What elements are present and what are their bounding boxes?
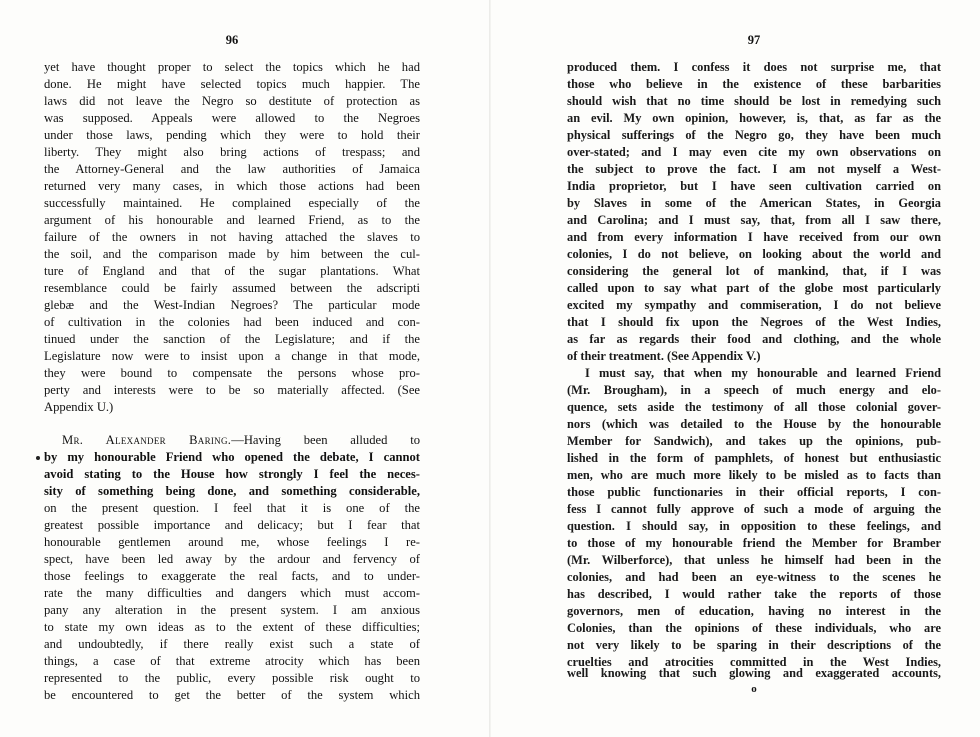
text-line: excited my sympathy and commiseration, I do not believe bbox=[567, 298, 941, 312]
margin-mark bbox=[36, 456, 40, 460]
text-line: rate the many difficulties and dangers which must accom- bbox=[44, 586, 420, 600]
speaker-text: —Having been alluded to bbox=[231, 433, 420, 447]
signature-mark: o bbox=[751, 683, 757, 695]
left-page bbox=[44, 0, 420, 737]
text-line: those public functionaries in their official reports, I con- bbox=[567, 485, 941, 499]
text-line: to state my own ideas as to the extent of these difficulties; bbox=[44, 620, 420, 634]
text-line: things, a case of that extreme atrocity which has been bbox=[44, 654, 420, 668]
text-line: honourable gentlemen around me, whose feelings I re- bbox=[44, 535, 420, 549]
text-line: over-stated; and I may even cite my own observations on bbox=[567, 145, 941, 159]
text-line: represented to the public, every possible risk ought to bbox=[44, 671, 420, 685]
text-line: laws did not leave the Negro so destitute of protection as bbox=[44, 94, 420, 108]
text-line: avoid stating to the House how strongly I feel the neces- bbox=[44, 467, 420, 481]
book-gutter bbox=[489, 0, 491, 737]
speaker-name: Mr. Alexander Baring. bbox=[62, 433, 232, 447]
text-line: tinued under the sanction of the Legislature; and if the bbox=[44, 332, 420, 346]
text-line: resemblance could be fairly assumed between the adscripti bbox=[44, 281, 420, 295]
text-line: quence, sets aside the testimony of all those colonial gover- bbox=[567, 400, 941, 414]
text-line: sity of something being done, and something considerable, bbox=[44, 484, 420, 498]
text-line: ture of England and that of the sugar plantations. What bbox=[44, 264, 420, 278]
text-line: the subject to prove the fact. I am not myself a West- bbox=[567, 162, 941, 176]
text-line: be encountered to get the better of the system which bbox=[44, 688, 420, 702]
speaker-line bbox=[62, 432, 420, 449]
text-line: they were bound to compensate the persons whose pro- bbox=[44, 366, 420, 380]
text-line: considering the general lot of mankind, that, if I was bbox=[567, 264, 941, 278]
text-line: governors, men of education, having no interest in the bbox=[567, 604, 941, 618]
text-line: has described, I would rather take the reports of those bbox=[567, 587, 941, 601]
text-line: perty and interests were to be so materially affected. (See bbox=[44, 383, 420, 397]
text-line: not very likely to be sparing in their descriptions of the bbox=[567, 638, 941, 652]
text-line: produced them. I confess it does not surprise me, that bbox=[567, 60, 941, 74]
text-line: Member for Sandwich), and takes up the opinions, pub- bbox=[567, 434, 941, 448]
text-line: Appendix U.) bbox=[44, 400, 114, 414]
text-line: India proprietor, but I have seen cultivation carried on bbox=[567, 179, 941, 193]
text-line: greatest possible importance and delicacy; but I fear that bbox=[44, 518, 420, 532]
text-line: on the present question. I feel that it is one of the bbox=[44, 501, 420, 515]
text-line: the soil, and the comparison made by him between the cul- bbox=[44, 247, 420, 261]
text-line: well knowing that such glowing and exaggerated accounts, bbox=[567, 666, 941, 680]
page-number-left: 96 bbox=[225, 33, 239, 47]
text-line: colonies, and had been an eye-witness to the scenes he bbox=[567, 570, 941, 584]
text-line: glebæ and the West-Indian Negroes? The particular mode bbox=[44, 298, 420, 312]
text-line: cruelties and atrocities committed in the West Indies, bbox=[567, 655, 941, 669]
text-line: to those of my honourable friend the Member for Bramber bbox=[567, 536, 941, 550]
text-line: nors (which was detailed to the House by the honourable bbox=[567, 417, 941, 431]
text-line: liberty. They might also bring actions of trespass; and bbox=[44, 145, 420, 159]
text-line: Colonies, than the opinions of these individuals, who are bbox=[567, 621, 941, 635]
text-line: an evil. My own opinion, however, is, that, as far as the bbox=[567, 111, 941, 125]
text-line: those feelings to exaggerate the real facts, and to under- bbox=[44, 569, 420, 583]
text-line: under those laws, pending which they were to hold their bbox=[44, 128, 420, 142]
text-line: and undoubtedly, if there really exist such a state of bbox=[44, 637, 420, 651]
text-line: successfully maintained. He complained especially of the bbox=[44, 196, 420, 210]
text-line: question. I should say, in opposition to these feelings, and bbox=[567, 519, 941, 533]
text-line: called upon to say what part of the globe most particularly bbox=[567, 281, 941, 295]
text-line: men, who are much more likely to be misled as to facts than bbox=[567, 468, 941, 482]
page-number-right: 97 bbox=[747, 33, 761, 47]
text-line: should wish that no time should be lost in remedying such bbox=[567, 94, 941, 108]
text-line: as far as regards their food and clothing, and the whole bbox=[567, 332, 941, 346]
text-line: by Slaves in some of the American States, in Georgia bbox=[567, 196, 941, 210]
text-line: (Mr. Wilberforce), that unless he himself had been in the bbox=[567, 553, 941, 567]
text-line: Legislature now were to insist upon a change in that mode, bbox=[44, 349, 420, 363]
text-line: spect, have been led away by the ardour and fervency of bbox=[44, 552, 420, 566]
text-line: fess I cannot fully approve of such a mode of arguing the bbox=[567, 502, 941, 516]
text-line: failure of the owners in not having attached the slaves to bbox=[44, 230, 420, 244]
text-line: yet have thought proper to select the topics which he had bbox=[44, 60, 420, 74]
text-line: of cultivation in the colonies had been induced and con- bbox=[44, 315, 420, 329]
text-line: colonies, I do not believe, on looking about the world and bbox=[567, 247, 941, 261]
text-line: lished in the form of pamphlets, of honest but enthusiastic bbox=[567, 451, 941, 465]
right-page bbox=[567, 0, 941, 737]
text-line: and Carolina; and I must say, that, from all I saw there, bbox=[567, 213, 941, 227]
text-line: pany any alteration in the present system. I am anxious bbox=[44, 603, 420, 617]
text-line: was supposed. Appeals were allowed to the Negroes bbox=[44, 111, 420, 125]
text-line: returned very many cases, in which those actions had been bbox=[44, 179, 420, 193]
text-line: by my honourable Friend who opened the debate, I cannot bbox=[44, 450, 420, 464]
text-line: physical sufferings of the Negro go, they have been much bbox=[567, 128, 941, 142]
text-line: that I should fix upon the Negroes of the West Indies, bbox=[567, 315, 941, 329]
text-line: of their treatment. (See Appendix V.) bbox=[567, 349, 761, 363]
text-line: done. He might have selected topics much happier. The bbox=[44, 77, 420, 91]
text-line: argument of his honourable and learned Friend, as to the bbox=[44, 213, 420, 227]
text-line: and from every information I have received from our own bbox=[567, 230, 941, 244]
text-line: the Attorney-General and the law authorities of Jamaica bbox=[44, 162, 420, 176]
text-line: those who believe in the existence of these barbarities bbox=[567, 77, 941, 91]
text-line: I must say, that when my honourable and learned Friend bbox=[585, 366, 941, 380]
text-line: (Mr. Brougham), in a speech of much energy and elo- bbox=[567, 383, 941, 397]
